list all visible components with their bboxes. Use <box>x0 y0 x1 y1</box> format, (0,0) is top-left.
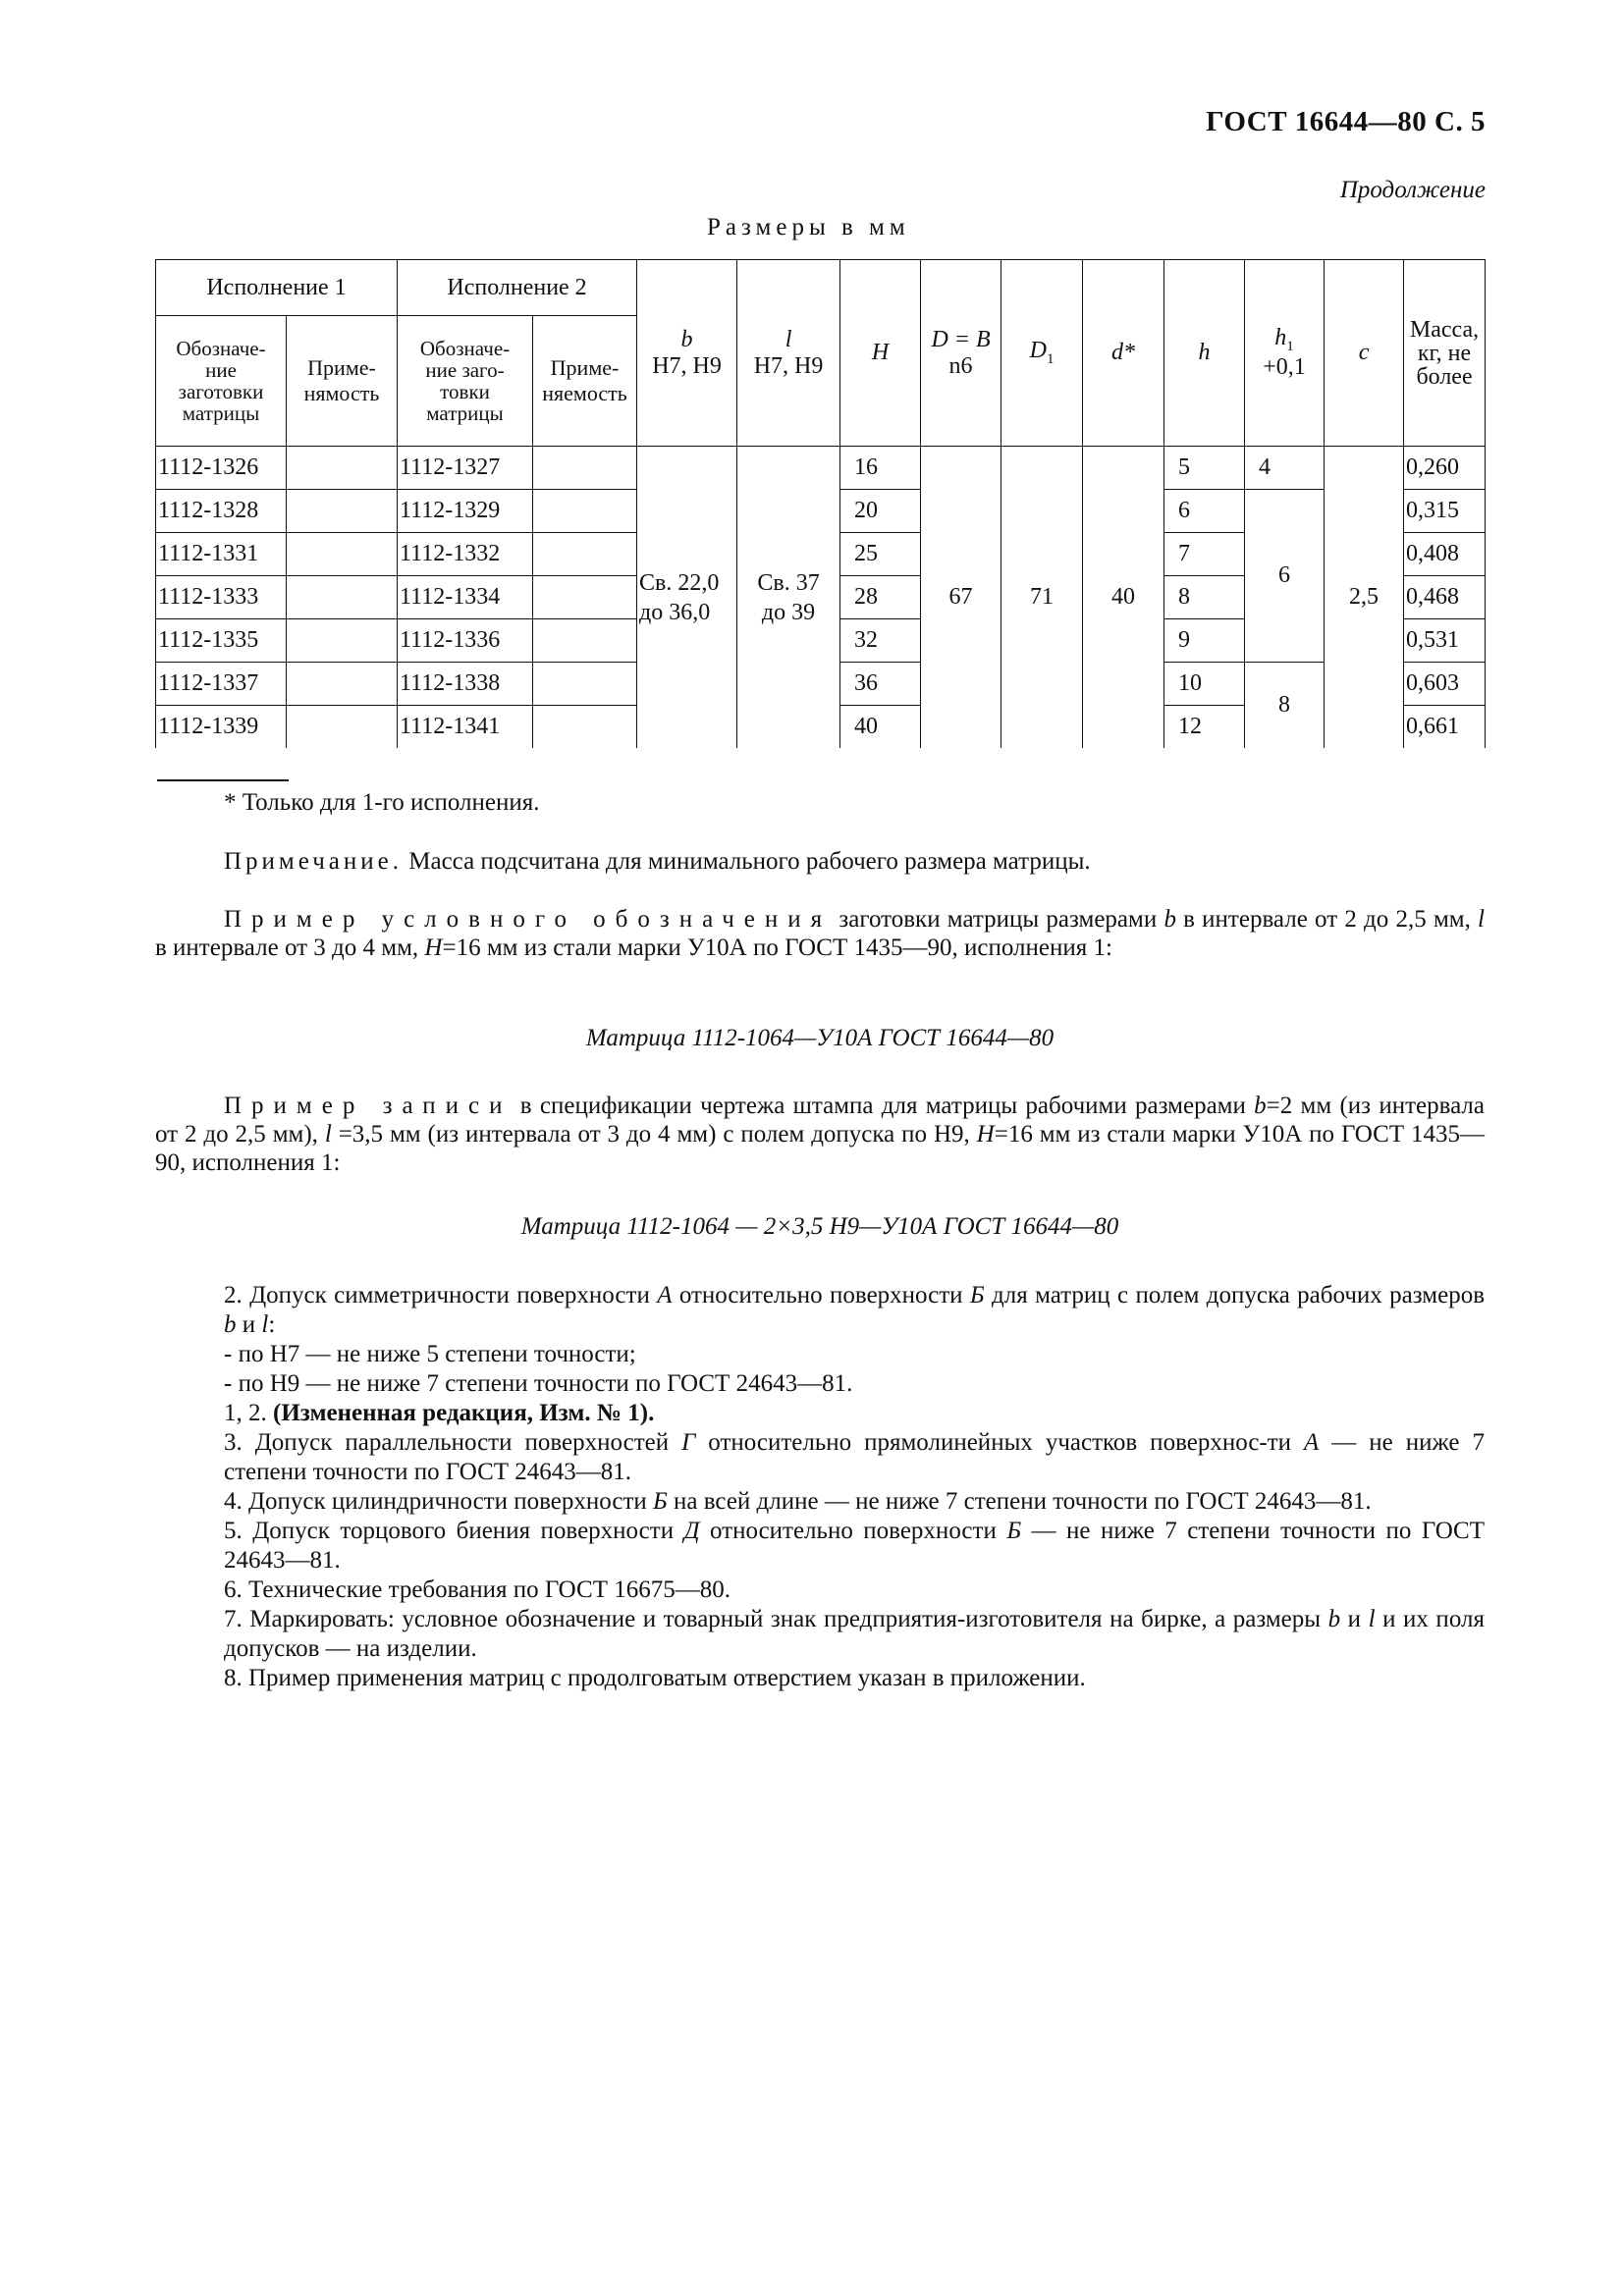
cell-b-range: Св. 22,0 до 36,0 <box>637 447 737 749</box>
list-item <box>155 1605 1485 1664</box>
var-b: b <box>1254 1093 1267 1119</box>
example2-text: =2 мм (из интервала от 2 до 2,5 мм), <box>155 1093 1485 1148</box>
item-text: 7. Маркировать: условное обозначение и товарный знак предприятия-изготовителя на бирке, а размеры <box>224 1606 1328 1632</box>
col-header-use1: Приме- нямость <box>287 316 398 447</box>
cell-H: 40 <box>840 706 921 749</box>
cell-code1: 1112-1335 <box>156 619 287 663</box>
col-D1-subscript: 1 <box>1046 350 1055 367</box>
cell-use2 <box>533 447 637 490</box>
list-item <box>155 1428 1485 1487</box>
cell-use2 <box>533 490 637 533</box>
table-caption: Размеры в мм <box>707 214 910 240</box>
col-d-symbol: d* <box>1111 340 1136 365</box>
cell-h: 7 <box>1164 533 1245 576</box>
table-note <box>224 848 1091 876</box>
col-header-code1: Обозначе- ние заготовки матрицы <box>156 316 287 447</box>
col-header-use2: Приме- няемость <box>533 316 637 447</box>
item-text: относительно прямолинейных участков поверхнос-ти <box>695 1429 1305 1456</box>
var-l: l <box>324 1121 332 1148</box>
cell-code2: 1112-1329 <box>398 490 533 533</box>
surface-label: Б <box>653 1488 668 1515</box>
surface-label: Д <box>683 1518 700 1544</box>
example2-lead: Пример записи <box>224 1093 513 1119</box>
cell-mass: 0,603 <box>1404 663 1486 706</box>
surface-label: А <box>1304 1429 1320 1456</box>
item-text: 3. Допуск параллельности поверхностей <box>224 1429 682 1456</box>
item-text: и <box>1340 1606 1369 1632</box>
cell-use1 <box>287 706 398 749</box>
cell-code1: 1112-1339 <box>156 706 287 749</box>
var-l: l <box>1478 906 1485 933</box>
note-label: Примечание. <box>224 848 404 875</box>
col-header-DB <box>921 260 1001 447</box>
cell-h: 12 <box>1164 706 1245 749</box>
cell-H: 28 <box>840 576 921 619</box>
cell-code1: 1112-1328 <box>156 490 287 533</box>
cell-code2: 1112-1341 <box>398 706 533 749</box>
col-header-d <box>1083 260 1164 447</box>
cell-use1 <box>287 619 398 663</box>
list-item <box>155 1487 1485 1517</box>
example2-text: =16 мм из стали марки У10А по ГОСТ 1435—90, исполнения 1: <box>155 1121 1486 1176</box>
cell-H: 32 <box>840 619 921 663</box>
col-b-symbol: b <box>680 326 693 352</box>
surface-label: Г <box>681 1429 696 1456</box>
cell-DB: 67 <box>921 447 1001 749</box>
col-header-code2: Обозначе- ние заго- товки матрицы <box>398 316 533 447</box>
cell-use2 <box>533 533 637 576</box>
cell-h: 10 <box>1164 663 1245 706</box>
col-header-h1 <box>1245 260 1325 447</box>
footnote-divider <box>157 779 289 781</box>
cell-use1 <box>287 490 398 533</box>
col-header-mass: Масса, кг, не более <box>1404 260 1486 447</box>
cell-use1 <box>287 447 398 490</box>
cell-h: 9 <box>1164 619 1245 663</box>
cell-code1: 1112-1333 <box>156 576 287 619</box>
col-header-h <box>1164 260 1245 447</box>
col-H-symbol: H <box>871 340 890 365</box>
col-header-D1 <box>1001 260 1083 447</box>
item-text: 4. Допуск цилиндричности поверхности <box>224 1488 654 1515</box>
cell-l-range: Св. 37 до 39 <box>737 447 840 749</box>
cell-code1: 1112-1326 <box>156 447 287 490</box>
item-text: — не ниже 7 степени точности по ГОСТ 24643—81. <box>224 1429 1485 1485</box>
var-b: b <box>1327 1606 1341 1632</box>
dimensions-table <box>155 259 1486 748</box>
list-item: - по H7 — не ниже 5 степени точности; <box>224 1341 636 1367</box>
cell-D1: 71 <box>1001 447 1083 749</box>
example1-designation: Матрица 1112-1064—У10А ГОСТ 16644—80 <box>585 1025 1055 1051</box>
col-l-tolerance: H7, H9 <box>753 352 824 379</box>
var-b: b <box>224 1311 237 1338</box>
revision-note <box>155 1399 1485 1428</box>
list-item: - по H9 — не ниже 7 степени точности по ГОСТ 24643—81. <box>224 1370 853 1397</box>
cell-h1: 4 <box>1245 447 1325 490</box>
cell-H: 36 <box>840 663 921 706</box>
cell-code2: 1112-1338 <box>398 663 533 706</box>
example1-lead: Пример условного обозначения <box>224 906 833 933</box>
example-record-paragraph <box>155 1092 1485 1177</box>
cell-use2 <box>533 663 637 706</box>
col-c-symbol: c <box>1358 340 1370 365</box>
var-l: l <box>1368 1606 1376 1632</box>
cell-code1: 1112-1337 <box>156 663 287 706</box>
item-text: : <box>268 1311 276 1338</box>
var-b: b <box>1163 906 1176 933</box>
cell-h: 8 <box>1164 576 1245 619</box>
cell-mass: 0,315 <box>1404 490 1486 533</box>
surface-label: А <box>657 1282 673 1308</box>
item-text: 2. Допуск симметричности поверхности <box>224 1282 658 1308</box>
cell-d: 40 <box>1083 447 1164 749</box>
var-H: H <box>424 934 443 961</box>
col-D1-symbol: D <box>1029 338 1047 364</box>
cell-code1: 1112-1331 <box>156 533 287 576</box>
cell-c: 2,5 <box>1325 447 1404 749</box>
example1-text: в интервале от 2 до 2,5 мм, <box>1175 906 1479 933</box>
page-header: ГОСТ 16644—80 С. 5 <box>1206 106 1486 137</box>
col-h1-tolerance: +0,1 <box>1263 354 1306 381</box>
cell-mass: 0,260 <box>1404 447 1486 490</box>
cell-use2 <box>533 576 637 619</box>
note-text: Масса подсчитана для минимального рабочего размера матрицы. <box>403 848 1091 875</box>
example1-text: заготовки матрицы размерами <box>832 906 1164 933</box>
revision-number: 1, 2. <box>224 1400 273 1426</box>
cell-use1 <box>287 576 398 619</box>
var-l: l <box>261 1311 269 1338</box>
item-text: и их поля допусков — на изделии. <box>224 1606 1485 1662</box>
item-text: относительно поверхности <box>672 1282 970 1308</box>
col-DB-symbol: D = B <box>931 326 991 352</box>
cell-mass: 0,661 <box>1404 706 1486 749</box>
surface-label: Б <box>1006 1518 1022 1544</box>
col-header-l <box>737 260 840 447</box>
var-H: H <box>976 1121 995 1148</box>
group-header-2: Исполнение 2 <box>398 260 637 316</box>
continuation-label: Продолжение <box>1339 177 1486 203</box>
footnote: * Только для 1-го исполнения. <box>224 789 540 816</box>
col-b-tolerance: H7, H9 <box>652 352 722 379</box>
list-item <box>155 1281 1485 1340</box>
item-text: относительно поверхности <box>699 1518 1007 1544</box>
cell-code2: 1112-1332 <box>398 533 533 576</box>
example2-text: в спецификации чертежа штампа для матрицы рабочими размерами <box>512 1093 1255 1119</box>
col-header-H <box>840 260 921 447</box>
example2-designation: Матрица 1112-1064 — 2×3,5 H9—У10А ГОСТ 16644—80 <box>520 1213 1119 1240</box>
example1-text: =16 мм из стали марки У10А по ГОСТ 1435—90, исполнения 1: <box>442 934 1112 961</box>
cell-mass: 0,531 <box>1404 619 1486 663</box>
cell-h: 5 <box>1164 447 1245 490</box>
example1-text: в интервале от 3 до 4 мм, <box>155 934 425 961</box>
col-DB-tolerance: n6 <box>948 352 973 379</box>
cell-code2: 1112-1334 <box>398 576 533 619</box>
cell-H: 20 <box>840 490 921 533</box>
col-h1-subscript: 1 <box>1286 338 1294 354</box>
cell-code2: 1112-1327 <box>398 447 533 490</box>
item-text: 5. Допуск торцового биения поверхности <box>224 1518 684 1544</box>
cell-H: 16 <box>840 447 921 490</box>
col-header-b <box>637 260 737 447</box>
surface-label: Б <box>969 1282 985 1308</box>
requirements-list <box>155 1281 1485 1693</box>
cell-use1 <box>287 533 398 576</box>
col-l-symbol: l <box>784 326 792 352</box>
cell-mass: 0,468 <box>1404 576 1486 619</box>
list-item: 6. Технические требования по ГОСТ 16675—80. <box>224 1576 730 1603</box>
revision-text: (Измененная редакция, Изм. № 1). <box>273 1400 655 1426</box>
list-item <box>155 1517 1485 1575</box>
col-header-c <box>1325 260 1404 447</box>
cell-H: 25 <box>840 533 921 576</box>
item-text: и <box>236 1311 262 1338</box>
item-text: для матриц с полем допуска рабочих размеров <box>984 1282 1485 1308</box>
cell-use2 <box>533 706 637 749</box>
item-text: на всей длине — не ниже 7 степени точности по ГОСТ 24643—81. <box>667 1488 1372 1515</box>
table-row <box>156 447 1486 490</box>
cell-code2: 1112-1336 <box>398 619 533 663</box>
col-h-symbol: h <box>1198 340 1211 365</box>
example2-text: =3,5 мм (из интервала от 3 до 4 мм) с полем допуска по H9, <box>331 1121 977 1148</box>
group-header-1: Исполнение 1 <box>156 260 398 316</box>
item-text: — не ниже 7 степени точности по ГОСТ 24643—81. <box>224 1518 1486 1574</box>
cell-mass: 0,408 <box>1404 533 1486 576</box>
cell-use1 <box>287 663 398 706</box>
col-h1-symbol: h <box>1274 324 1287 350</box>
cell-h1: 6 <box>1245 490 1325 663</box>
cell-h1: 8 <box>1245 663 1325 749</box>
list-item: 8. Пример применения матриц с продолговатым отверстием указан в приложении. <box>224 1665 1086 1691</box>
cell-h: 6 <box>1164 490 1245 533</box>
cell-use2 <box>533 619 637 663</box>
example-designation-paragraph <box>155 905 1485 962</box>
